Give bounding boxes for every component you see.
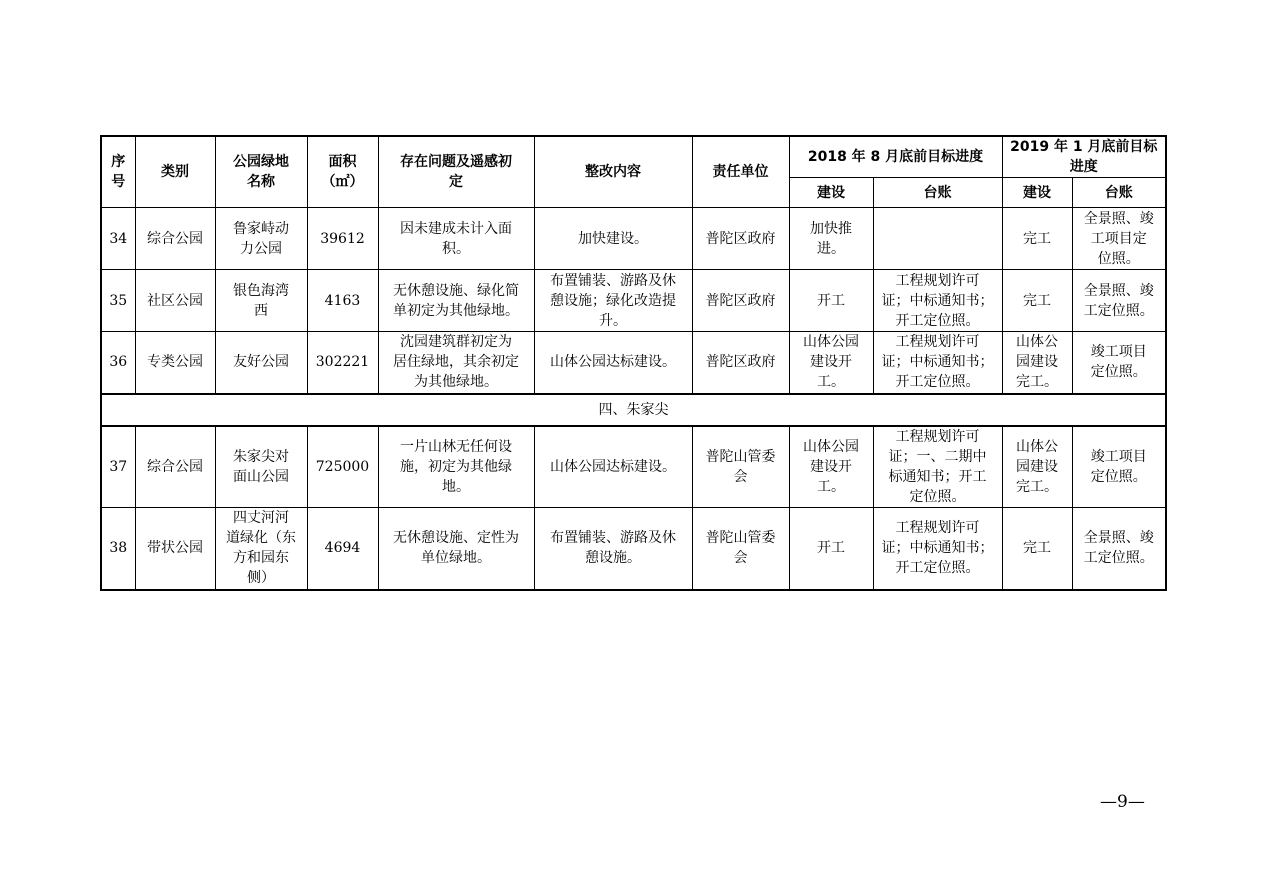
cell-unit: 普陀区政府 [692,208,789,270]
cell-name: 朱家尖对 面山公园 [215,426,307,508]
header-ledger-2019: 台账 [1072,178,1166,208]
header-construction-2019: 建设 [1002,178,1072,208]
cell-build-2019: 山体公 园建设 完工。 [1002,332,1072,394]
header-ledger-2018: 台账 [873,178,1002,208]
header-construction-2018: 建设 [789,178,873,208]
table-row [101,270,1166,332]
cell-name: 四丈河河 道绿化（东 方和园东 侧） [215,508,307,590]
cell-no: 36 [101,332,135,394]
cell-category: 带状公园 [135,508,215,590]
section-row [101,394,1166,426]
cell-unit: 普陀山管委 会 [692,508,789,590]
cell-rectification: 加快建设。 [534,208,692,270]
header-target-2018: 2018 年 8 月底前目标进度 [789,136,1002,178]
cell-issue: 因未建成未计入面 积。 [378,208,534,270]
header-area: 面积 （㎡） [307,136,378,208]
cell-rectification: 山体公园达标建设。 [534,332,692,394]
cell-ledger-2018: 工程规划许可 证；中标通知书； 开工定位照。 [873,508,1002,590]
table-row [101,208,1166,270]
cell-issue: 一片山林无任何设 施，初定为其他绿 地。 [378,426,534,508]
cell-area: 725000 [307,426,378,508]
header-issue: 存在问题及遥感初 定 [378,136,534,208]
cell-category: 社区公园 [135,270,215,332]
cell-category: 综合公园 [135,426,215,508]
cell-ledger-2019: 竣工项目 定位照。 [1072,426,1166,508]
cell-build-2018: 开工 [789,508,873,590]
cell-no: 38 [101,508,135,590]
rectification-table [100,135,1167,591]
cell-build-2019: 完工 [1002,508,1072,590]
cell-no: 37 [101,426,135,508]
cell-ledger-2018: 工程规划许可 证；中标通知书； 开工定位照。 [873,270,1002,332]
header-rectification: 整改内容 [534,136,692,208]
cell-name: 银色海湾 西 [215,270,307,332]
cell-build-2018: 开工 [789,270,873,332]
cell-no: 35 [101,270,135,332]
cell-build-2019: 山体公 园建设 完工。 [1002,426,1072,508]
cell-no: 34 [101,208,135,270]
section-title: 四、朱家尖 [101,394,1166,426]
cell-ledger-2019: 竣工项目 定位照。 [1072,332,1166,394]
header-unit: 责任单位 [692,136,789,208]
cell-category: 专类公园 [135,332,215,394]
cell-build-2018: 山体公园 建设开 工。 [789,426,873,508]
cell-ledger-2019: 全景照、竣 工定位照。 [1072,270,1166,332]
cell-build-2019: 完工 [1002,208,1072,270]
cell-name: 鲁家峙动 力公园 [215,208,307,270]
page-number: —9— [1100,792,1145,812]
cell-ledger-2018: 工程规划许可 证；中标通知书； 开工定位照。 [873,332,1002,394]
cell-issue: 无休憩设施、定性为 单位绿地。 [378,508,534,590]
cell-area: 4163 [307,270,378,332]
cell-rectification: 布置铺装、游路及休 憩设施。 [534,508,692,590]
header-park-name: 公园绿地 名称 [215,136,307,208]
header-no: 序 号 [101,136,135,208]
cell-issue: 沈园建筑群初定为 居住绿地，其余初定 为其他绿地。 [378,332,534,394]
table-row [101,426,1166,508]
cell-name: 友好公园 [215,332,307,394]
cell-issue: 无休憩设施、绿化简 单初定为其他绿地。 [378,270,534,332]
cell-build-2018: 加快推 进。 [789,208,873,270]
cell-unit: 普陀区政府 [692,332,789,394]
header-row-top [101,136,1166,178]
header-category: 类别 [135,136,215,208]
table-row [101,508,1166,590]
cell-unit: 普陀区政府 [692,270,789,332]
cell-ledger-2018: 工程规划许可 证；一、二期中 标通知书；开工 定位照。 [873,426,1002,508]
cell-ledger-2019: 全景照、竣 工项目定 位照。 [1072,208,1166,270]
cell-ledger-2018 [873,208,1002,270]
cell-ledger-2019: 全景照、竣 工定位照。 [1072,508,1166,590]
cell-area: 39612 [307,208,378,270]
header-target-2019: 2019 年 1 月底前目标 进度 [1002,136,1166,178]
cell-area: 302221 [307,332,378,394]
cell-build-2018: 山体公园 建设开 工。 [789,332,873,394]
cell-unit: 普陀山管委 会 [692,426,789,508]
cell-area: 4694 [307,508,378,590]
table-row [101,332,1166,394]
cell-category: 综合公园 [135,208,215,270]
cell-rectification: 布置铺装、游路及休 憩设施；绿化改造提 升。 [534,270,692,332]
cell-build-2019: 完工 [1002,270,1072,332]
cell-rectification: 山体公园达标建设。 [534,426,692,508]
